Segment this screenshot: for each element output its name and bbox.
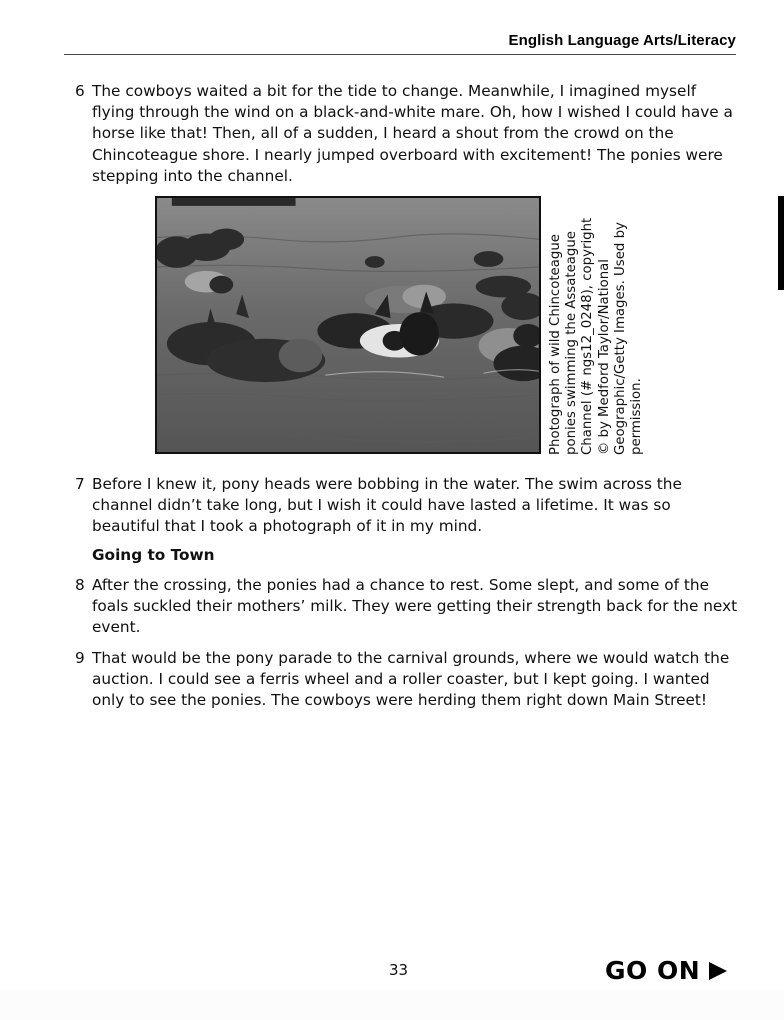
paragraph-9 — [75, 648, 740, 712]
paragraph-number: 8 — [75, 576, 85, 594]
right-triangle-arrow-icon — [709, 962, 727, 980]
paragraph-text: After the crossing, the ponies had a chance to rest. Some slept, and some of the foals suckled their mothers’ milk. They were getting their strength back for the next event. — [92, 576, 738, 637]
page-header — [64, 30, 736, 55]
paragraph-text: The cowboys waited a bit for the tide to change. Meanwhile, I imagined myself flying through the wind on a black-and-white mare. Oh, how I wished I could have a horse like that! Then, all of a sudden, I heard a shout from the crowd on the Chincoteague shore. I nearly jumped overboard with excitement! The ponies were stepping into the channel. — [92, 82, 733, 185]
section-tab-marker — [778, 196, 784, 290]
paragraph-6 — [75, 81, 740, 187]
section-subheading: Going to Town — [92, 546, 215, 564]
page-background — [0, 990, 784, 1020]
page-number: 33 — [389, 961, 409, 979]
paragraph-8 — [75, 575, 740, 639]
go-on-label: GO ON — [605, 956, 701, 985]
photo-caption: Photograph of wild Chincoteague ponies swimming the Assateague Channel (# ngs12_0248), copyright © by Medford Taylor/National Geographic/Getty Images. Used by permission. — [548, 217, 645, 455]
paragraph-text: That would be the pony parade to the carnival grounds, where we would watch the auction. I could see a ferris wheel and a roller coaster, but I kept going. I wanted only to see the ponies. The cowboys were herding them right down Main Street! — [92, 649, 730, 710]
paragraph-number: 9 — [75, 649, 85, 667]
paragraph-number: 7 — [75, 475, 85, 493]
subject-title: English Language Arts/Literacy — [508, 32, 736, 49]
photograph-image — [157, 198, 539, 452]
paragraph-number: 6 — [75, 82, 85, 100]
paragraph-7 — [75, 474, 740, 538]
go-on-indicator — [605, 956, 727, 985]
paragraph-text: Before I knew it, pony heads were bobbing in the water. The swim across the channel didn’t take long, but I wish it could have lasted a lifetime. It was so beautiful that I took a photograph of it in my mind. — [92, 475, 682, 536]
pony-photograph — [155, 196, 541, 454]
